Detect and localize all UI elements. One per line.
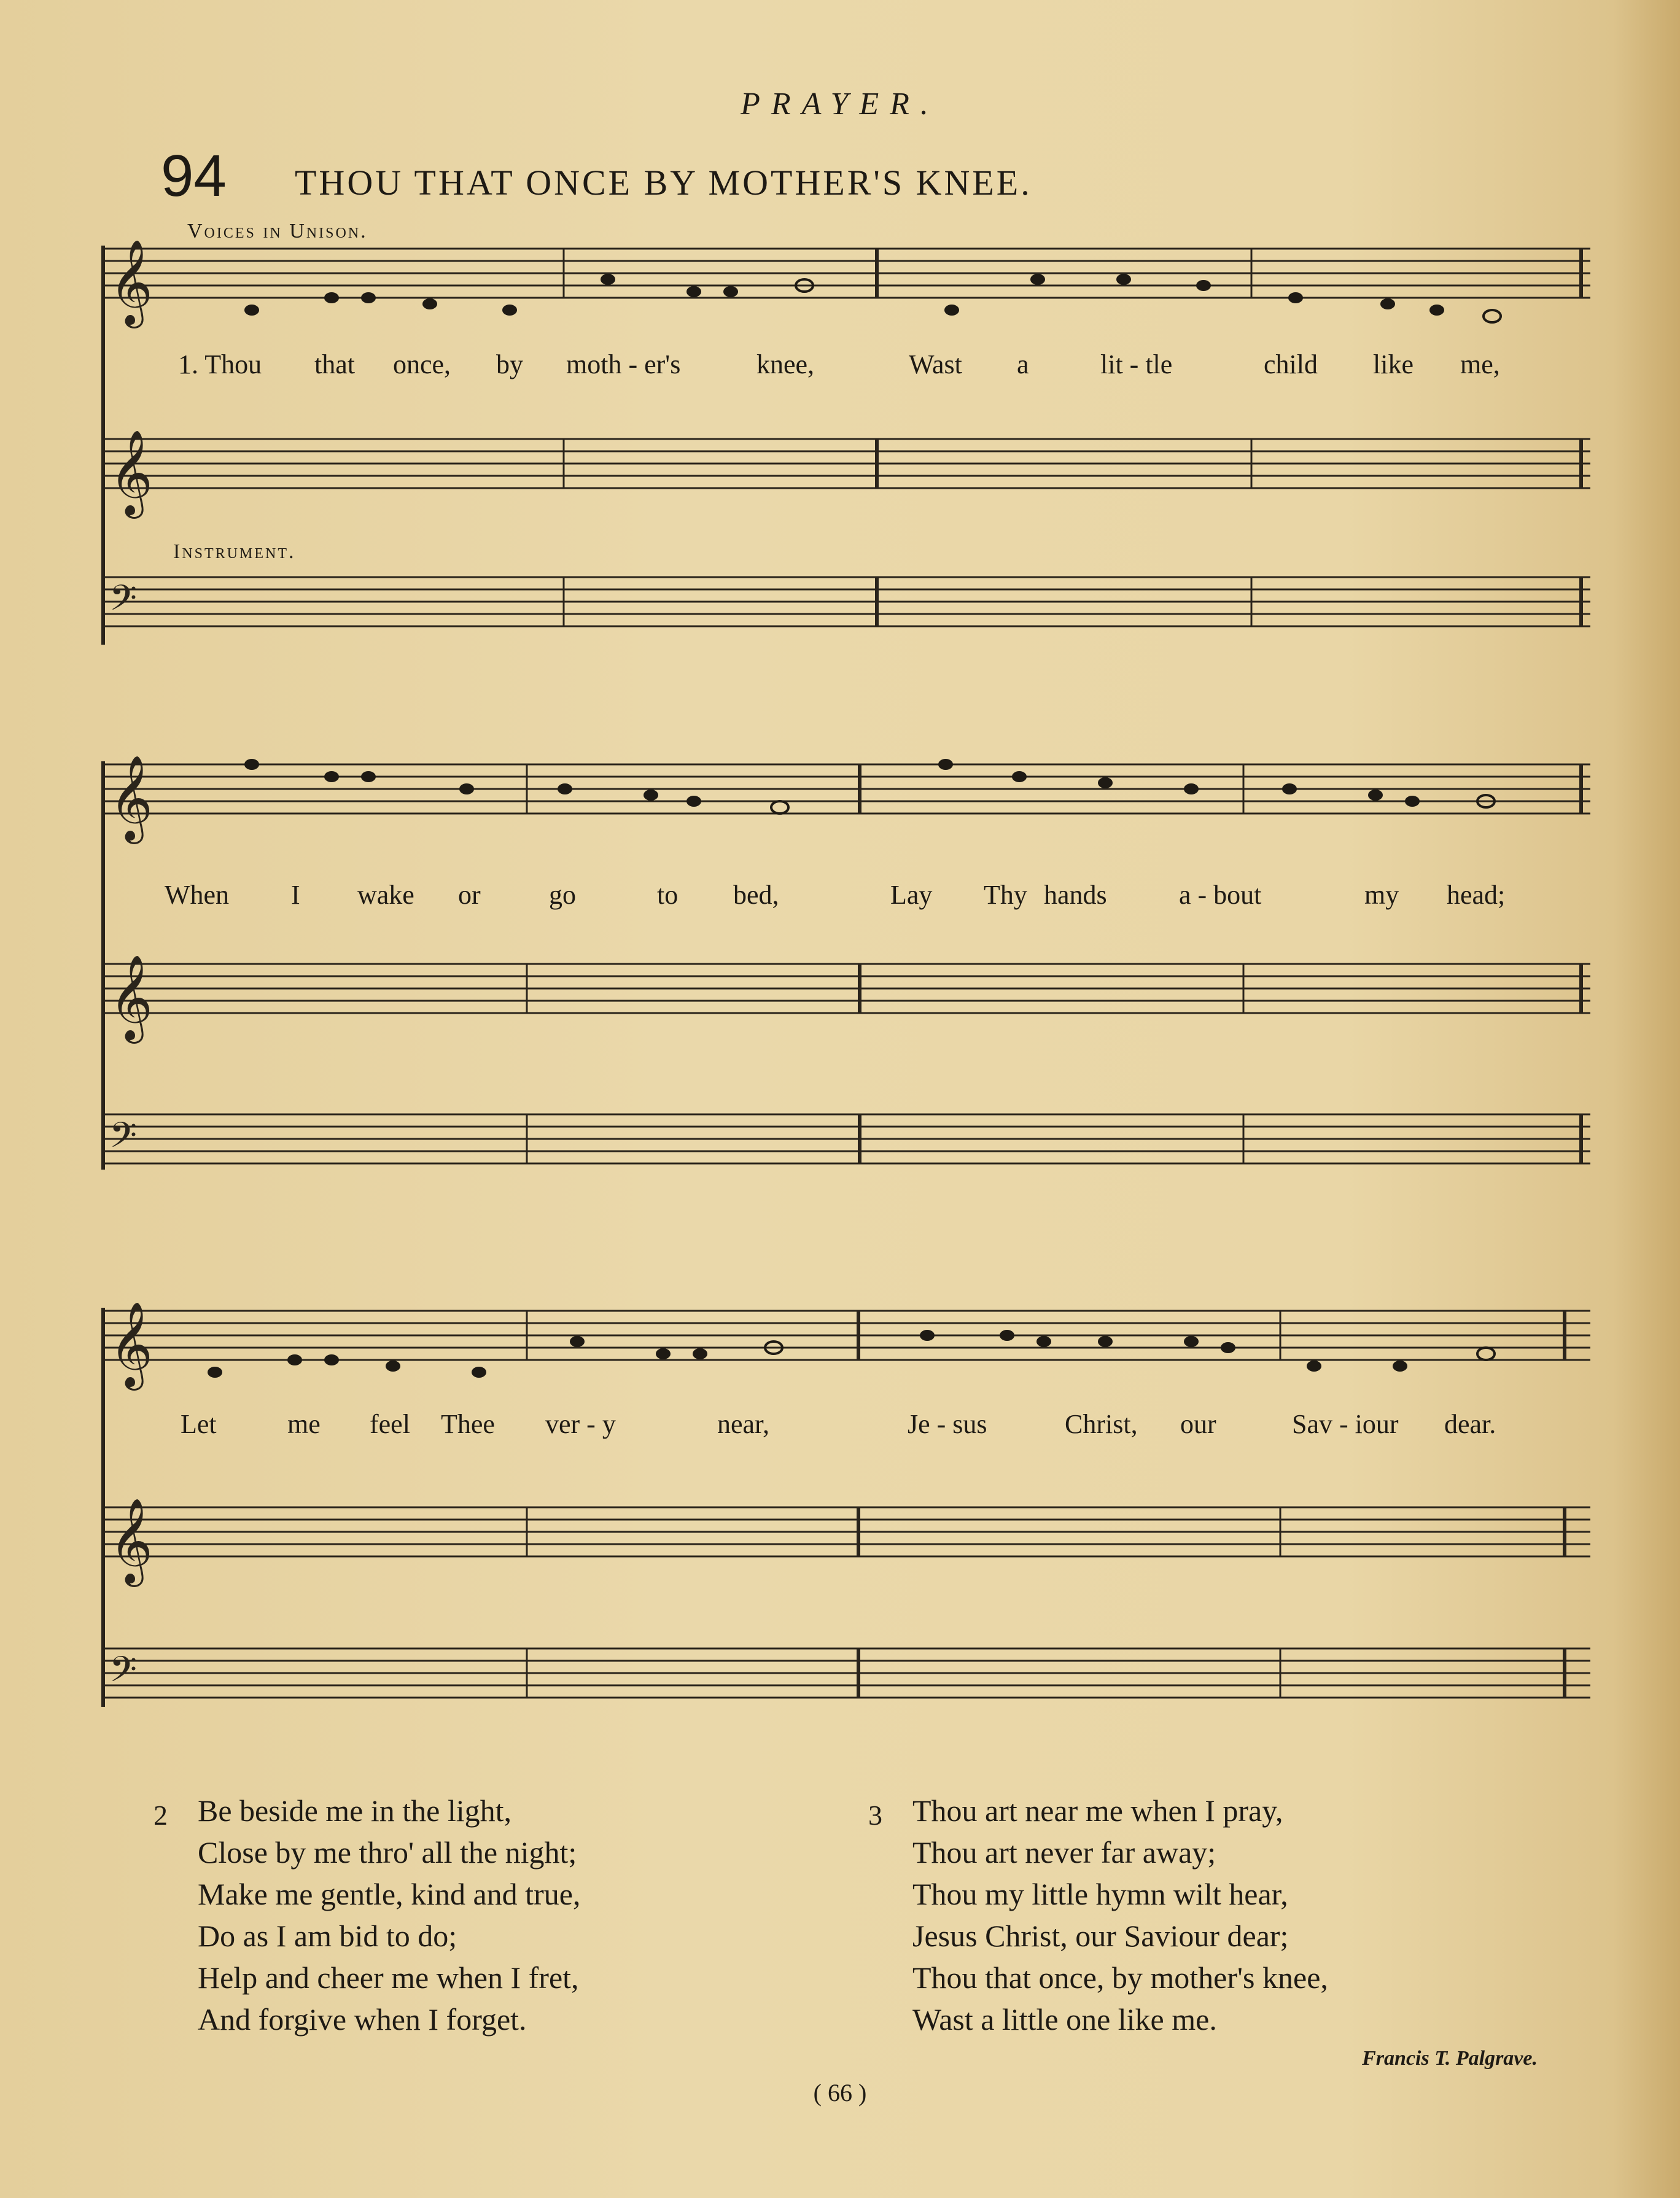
lyric-syllable: or [458, 880, 481, 910]
bass-clef-icon: 𝄢 [109, 577, 138, 627]
staff-voice-1 [104, 249, 1590, 298]
lyric-syllable: Thee [441, 1409, 495, 1439]
lyric-syllable: child [1264, 349, 1318, 379]
author-attribution: Francis T. Palgrave. [1362, 2047, 1538, 2070]
bass-clef-icon: 𝄢 [109, 1648, 138, 1699]
lyric-syllable: wake [357, 880, 414, 910]
voices-label: Voices in Unison. [187, 220, 368, 243]
lyric-syllable: Wast [909, 349, 962, 379]
treble-clef-icon: 𝄞 [109, 955, 153, 1040]
verse-number: 3 [868, 1800, 882, 1831]
lyric-syllable: Thy [984, 880, 1027, 910]
lyric-syllable: dear. [1444, 1409, 1496, 1439]
lyric-syllable: knee, [756, 349, 815, 379]
lyric-syllable: head; [1447, 880, 1506, 910]
verse-line: Be beside me in the light, [198, 1793, 512, 1828]
lyric-syllable: lit - tle [1100, 349, 1173, 379]
verse-line: Make me gentle, kind and true, [198, 1877, 581, 1911]
lyric-syllable: by [496, 349, 523, 379]
lyric-syllable: When [165, 880, 230, 910]
treble-clef-icon: 𝄞 [109, 1498, 153, 1583]
lyric-syllable: moth - er's [566, 349, 681, 379]
lyric-syllable: that [314, 349, 355, 379]
lyric-syllable: my [1364, 880, 1399, 910]
verse-line: Wast a little one like me. [912, 2002, 1217, 2037]
treble-clef-icon: 𝄞 [109, 430, 153, 515]
lyric-syllable: a [1017, 349, 1029, 379]
verse-line: Thou my little hymn wilt hear, [912, 1877, 1288, 1911]
verse-line: Close by me thro' all the night; [198, 1835, 577, 1870]
treble-clef-icon: 𝄞 [109, 239, 153, 325]
verse-line: Jesus Christ, our Saviour dear; [912, 1919, 1289, 1953]
instrument-label: Instrument. [173, 540, 296, 563]
lyric-syllable: 1. Thou [178, 349, 262, 379]
lyric-syllable: Let [181, 1409, 217, 1439]
verse-line: And forgive when I forget. [198, 2002, 527, 2037]
verse-line: Thou art never far away; [912, 1835, 1216, 1870]
verse-line: Thou art near me when I pray, [912, 1793, 1283, 1828]
lyric-syllable: hands [1044, 880, 1107, 910]
lyric-syllable: Christ, [1065, 1409, 1138, 1439]
section-header: PRAYER. [741, 87, 939, 122]
verse-line: Do as I am bid to do; [198, 1919, 457, 1953]
treble-clef-icon: 𝄞 [109, 1302, 153, 1387]
lyric-syllable: near, [717, 1409, 769, 1439]
lyric-syllable: Je - sus [908, 1409, 987, 1439]
verse-line: Help and cheer me when I fret, [198, 1960, 579, 1995]
lyric-syllable: once, [393, 349, 451, 379]
page-number: ( 66 ) [813, 2079, 867, 2107]
lyric-syllable: I [291, 880, 300, 910]
lyric-syllable: me, [1460, 349, 1500, 379]
lyric-syllable: a - bout [1179, 880, 1262, 910]
hymn-title: THOU THAT ONCE BY MOTHER'S KNEE. [295, 163, 1032, 203]
lyric-syllable: feel [370, 1409, 410, 1439]
bass-clef-icon: 𝄢 [109, 1114, 138, 1165]
lyric-syllable: to [657, 880, 679, 910]
verse-line: Thou that once, by mother's knee, [912, 1960, 1328, 1995]
lyric-syllable: bed, [733, 880, 779, 910]
lyric-syllable: Lay [890, 880, 933, 910]
lyric-syllable: ver - y [545, 1409, 616, 1439]
hymn-number: 94 [161, 143, 227, 209]
lyric-syllable: me [287, 1409, 321, 1439]
verse-number: 2 [154, 1800, 168, 1831]
lyric-syllable: like [1373, 349, 1414, 379]
lyric-syllable: go [549, 880, 576, 910]
lyric-syllable: Sav - iour [1292, 1409, 1399, 1439]
lyric-syllable: our [1180, 1409, 1216, 1439]
treble-clef-icon: 𝄞 [109, 755, 153, 841]
